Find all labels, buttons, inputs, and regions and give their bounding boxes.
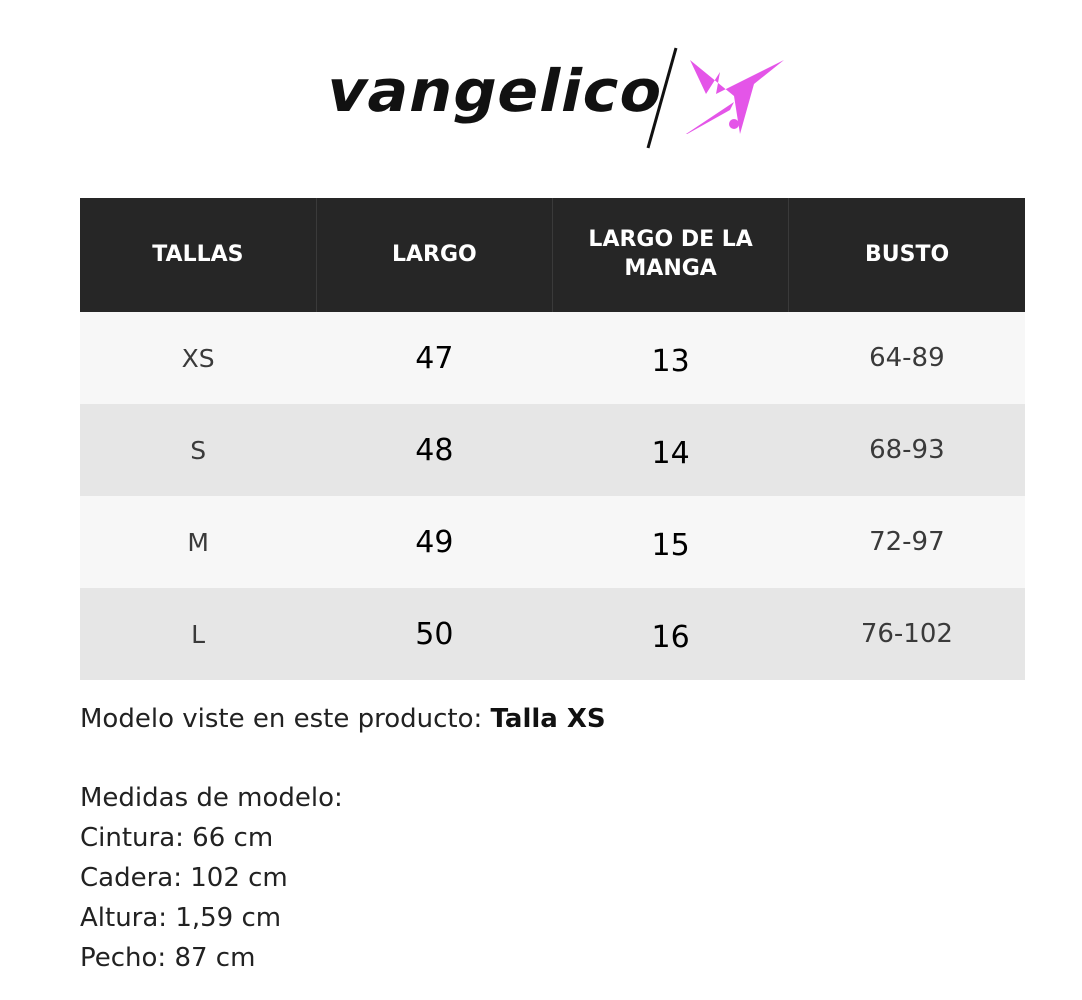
table-row [80,496,1025,588]
cell-largo-manga: 16 [553,588,789,680]
cell-largo-manga: 15 [553,496,789,588]
table-row [80,588,1025,680]
model-size-prefix: Modelo viste en este producto: [80,704,491,734]
measurement-line: Cadera: 102 cm [80,863,288,893]
header-busto: BUSTO [789,198,1025,312]
cell-talla: M [80,496,316,588]
measurement-line: Altura: 1,59 cm [80,903,282,933]
cell-largo: 48 [316,404,552,496]
size-chart-table [80,198,1025,680]
cell-busto: 68-93 [789,404,1025,496]
cell-talla: L [80,588,316,680]
pink-swoosh-emblem-icon [676,54,791,134]
model-measurements [80,778,343,978]
cell-busto: 64-89 [789,312,1025,404]
model-size-value: Talla XS [490,704,606,734]
cell-busto: 76-102 [789,588,1025,680]
table-row [80,404,1025,496]
model-size-info [80,704,606,734]
cell-largo: 50 [316,588,552,680]
cell-talla: S [80,404,316,496]
cell-largo: 49 [316,496,552,588]
header-tallas: TALLAS [80,198,316,312]
measurement-line: Cintura: 66 cm [80,823,274,853]
brand-logo [320,44,798,152]
measurements-title: Medidas de modelo: [80,783,343,813]
brand-wordmark: vangelico [320,57,671,125]
table-header-row [80,198,1025,312]
table-row [80,312,1025,404]
header-largo: LARGO [316,198,552,312]
header-largo-manga: LARGO DE LA MANGA [553,198,789,312]
cell-largo-manga: 13 [553,312,789,404]
cell-largo: 47 [316,312,552,404]
cell-largo-manga: 14 [553,404,789,496]
cell-talla: XS [80,312,316,404]
cell-busto: 72-97 [789,496,1025,588]
measurement-line: Pecho: 87 cm [80,943,256,973]
